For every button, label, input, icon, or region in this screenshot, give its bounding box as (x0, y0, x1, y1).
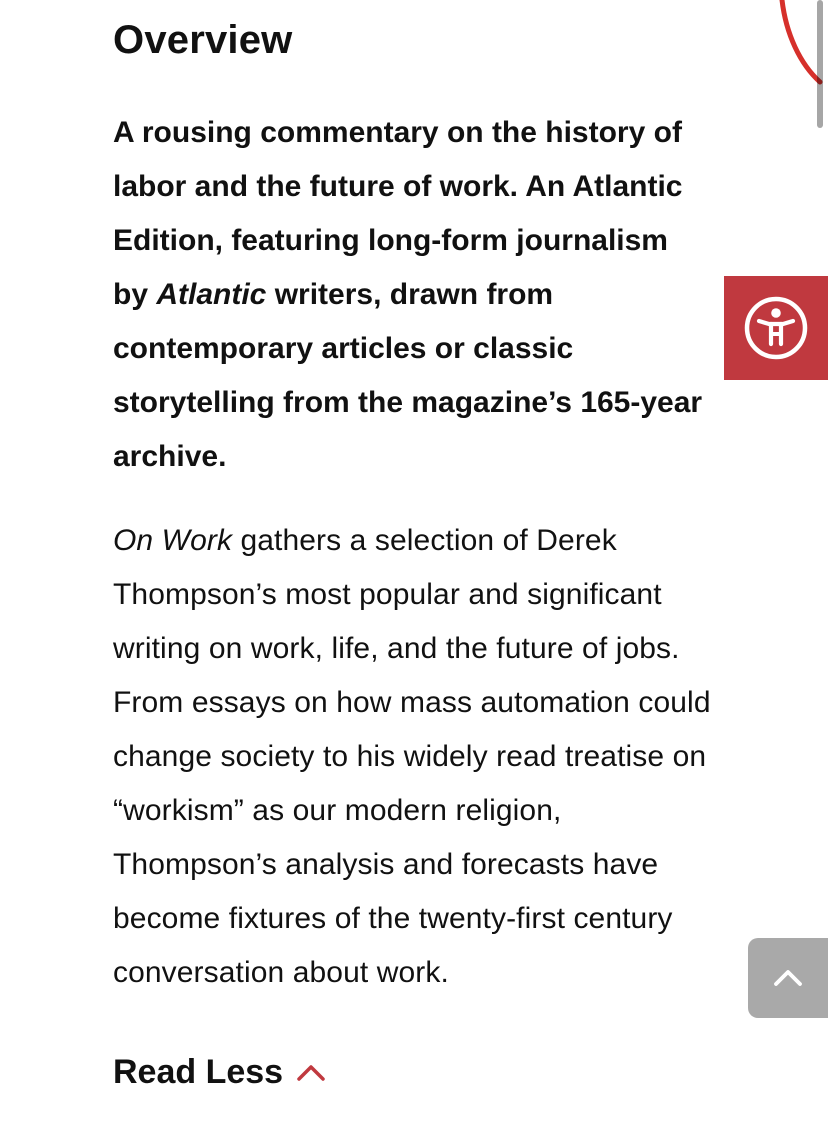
overview-title: Overview (113, 18, 293, 62)
accessibility-button[interactable] (724, 276, 828, 380)
accessibility-icon (743, 295, 809, 361)
lead-publication-name: Atlantic (156, 278, 267, 311)
back-to-top-button[interactable] (748, 938, 828, 1018)
read-less-label: Read Less (113, 1053, 284, 1091)
lead-text-end: writers, drawn from contemporary articles or classic storytelling from the magazine’s 165-year archive. (113, 278, 703, 473)
lead-text-start: A rousing commentary on the history of labor and the future of work. An Atlantic Edition, featuring long-form journalism by (113, 116, 683, 311)
overview-section (113, 12, 725, 1000)
chevron-up-icon (293, 1054, 329, 1090)
read-less-button[interactable] (113, 1048, 329, 1096)
scrollbar[interactable] (817, 0, 823, 128)
book-description (113, 514, 725, 1000)
lead-summary (113, 106, 709, 484)
book-title: On Work (113, 524, 233, 557)
book-description-text: gathers a selection of Derek Thompson’s most popular and significant writing on work, life, and the future of jobs. From essays on how mass automation could change society to his widely read treatise on “workism” as our modern religion, Thompson’s analysis and forecasts have become fixtures of the twenty-first century conversation about work. (113, 524, 711, 989)
chevron-up-icon (770, 960, 806, 996)
